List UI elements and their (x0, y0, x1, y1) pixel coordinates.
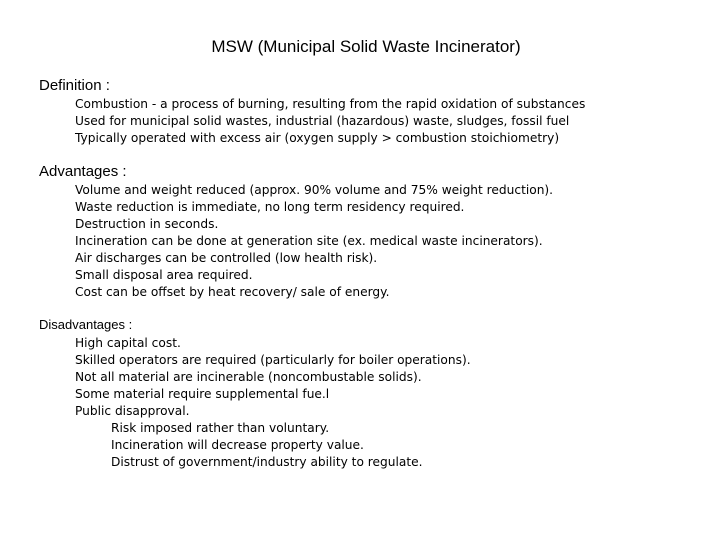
definition-heading: Definition : (39, 77, 110, 94)
advantage-item: Destruction in seconds. (75, 217, 219, 231)
disadvantage-sub-item: Incineration will decrease property value. (111, 438, 364, 452)
disadvantage-item: Some material require supplemental fue.l (75, 387, 330, 401)
advantage-item: Waste reduction is immediate, no long term residency required. (75, 200, 465, 214)
disadvantage-sub-item: Risk imposed rather than voluntary. (111, 421, 330, 435)
disadvantage-item: Not all material are incinerable (noncombustable solids). (75, 370, 422, 384)
definition-item: Combustion - a process of burning, resulting from the rapid oxidation of substances (75, 97, 586, 111)
definition-item: Used for municipal solid wastes, industrial (hazardous) waste, sludges, fossil fuel (75, 114, 570, 128)
definition-section (39, 76, 699, 147)
disadvantage-item: Skilled operators are required (particularly for boiler operations). (75, 353, 471, 367)
definition-item: Typically operated with excess air (oxygen supply > combustion stoichiometry) (75, 131, 560, 145)
disadvantage-item: Public disapproval. (75, 404, 190, 418)
advantages-section (39, 162, 699, 301)
advantages-heading: Advantages : (39, 163, 127, 180)
advantage-item: Incineration can be done at generation site (ex. medical waste incinerators). (75, 234, 543, 248)
disadvantage-item: High capital cost. (75, 336, 181, 350)
advantage-item: Small disposal area required. (75, 268, 253, 282)
slide-title: MSW (Municipal Solid Waste Incinerator) (211, 37, 521, 56)
advantage-item: Cost can be offset by heat recovery/ sale of energy. (75, 285, 390, 299)
disadvantages-heading: Disadvantages : (39, 317, 133, 332)
advantage-item: Volume and weight reduced (approx. 90% volume and 75% weight reduction). (75, 183, 554, 197)
disadvantage-sub-item: Distrust of government/industry ability to regulate. (111, 455, 423, 469)
advantage-item: Air discharges can be controlled (low health risk). (75, 251, 378, 265)
disadvantages-section (39, 315, 699, 471)
